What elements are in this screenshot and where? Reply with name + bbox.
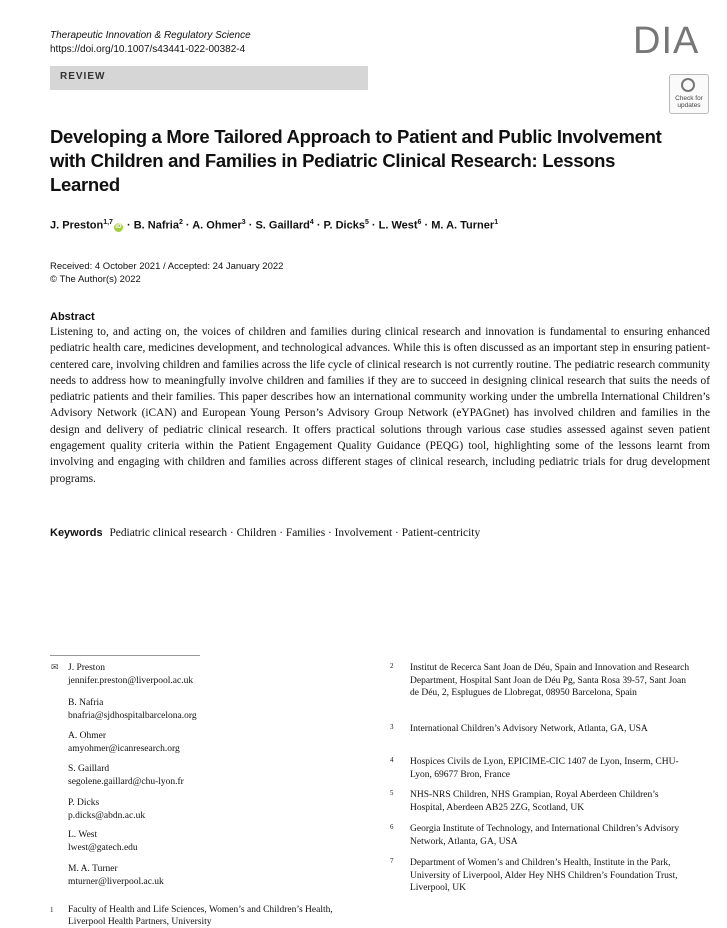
- author-affiliation: 2: [178, 219, 183, 226]
- corr-name: M. A. Turner: [68, 864, 118, 874]
- check-for-updates-label: Check for updates: [675, 95, 703, 109]
- affiliation-text: Hospices Civils de Lyon, EPICIME-CIC 1407 de Lyon, Inserm, CHU-Lyon, 69677 Bron, France: [410, 757, 679, 780]
- corr-email[interactable]: p.dicks@abdn.ac.uk: [68, 811, 146, 821]
- corr-email[interactable]: jennifer.preston@liverpool.ac.uk: [68, 676, 194, 686]
- affiliation-number: 2: [390, 662, 394, 670]
- affiliation-number: 4: [390, 756, 394, 764]
- author-name[interactable]: A. Ohmer: [192, 219, 242, 232]
- affiliation-text: NHS-NRS Children, NHS Grampian, Royal Aberdeen Children’s Hospital, Aberdeen AB25 2ZG, Scotland, UK: [410, 790, 659, 813]
- affiliation-3: [390, 723, 690, 736]
- affiliation-1: [50, 904, 333, 927]
- keywords-list: Pediatric clinical research · Children · Families · Involvement · Patient-centricity: [109, 527, 481, 539]
- affiliation-4: [390, 756, 690, 781]
- article-title: Developing a More Tailored Approach to Patient and Public Involvement with Children and Families in Pediatric Clinical Research: Lessons Learned: [50, 126, 662, 195]
- abstract-text: Listening to, and acting on, the voices of children and families during clinical research and innovation is fundamental to ensuring enhanced pediatric health care, medicines development, and technological advances. While this is often discussed as an important step in ensuring patient-centered care, involving children and families across the life cycle of clinical research is not currently routine. The pediatric research community needs to address how to meaningfully involve children and families if they are to succeed in designing clinical research that suits the needs of pediatric patients and their families. This paper describes how an international community working under the umbrella International Children’s Advisory Network (iCAN) and European Young Person’s Advisory Group Network (eYPAGnet) has involved children and families in the design and delivery of pediatric clinical research. It offers practical solutions through various case studies assessed against seven patient engagement quality criteria within the Patient Engagement Quality Guidance (PEQG) tool, highlighting some of the lessons learnt from involving and engaging with children and families across different stages of clinical research, including pediatric trials for drug development programs.: [50, 326, 710, 485]
- orcid-icon[interactable]: iD: [115, 223, 122, 230]
- author-name[interactable]: B. Nafria: [133, 219, 179, 232]
- affiliation-text: Institut de Recerca Sant Joan de Déu, Spain and Innovation and Research Department, Hospital Sant Joan de Déu Pg, Santa Rosa 39-57, Sant Joan de Déu, 2, Esplugues de Llobregat, 08950 Barcelona, Spain: [410, 663, 690, 698]
- author-affiliation: 3: [241, 219, 246, 226]
- dia-logo: DIA: [633, 20, 700, 62]
- author-name[interactable]: L. West: [378, 219, 418, 232]
- affiliation-text: Georgia Institute of Technology, and International Children’s Advisory Network, Atlanta, GA, USA: [410, 824, 680, 847]
- envelope-icon: ✉: [51, 662, 59, 672]
- copyright: © The Author(s) 2022: [50, 274, 141, 285]
- corr-email[interactable]: lwest@gatech.edu: [68, 843, 138, 853]
- author-affiliation: 1,7: [103, 219, 113, 226]
- affiliation-5: [390, 789, 690, 814]
- corr-email[interactable]: segolene.gaillard@chu-lyon.fr: [68, 777, 184, 787]
- affiliation-text: International Children’s Advisory Network, Atlanta, GA, USA: [410, 724, 648, 734]
- affiliation-6: [390, 823, 690, 848]
- affiliation-2: [390, 662, 690, 700]
- author-affiliation: 4: [309, 219, 314, 226]
- doi-link[interactable]: https://doi.org/10.1007/s43441-022-00382-4: [50, 44, 246, 55]
- corr-name: J. Preston: [68, 663, 105, 673]
- keywords-label: Keywords: [50, 527, 103, 539]
- received-dates: Received: 4 October 2021 / Accepted: 24 January 2022: [50, 261, 284, 272]
- corr-name: S. Gaillard: [68, 764, 110, 774]
- affiliation-7: [390, 857, 690, 895]
- affiliation-number: 5: [390, 789, 394, 797]
- abstract-heading: Abstract: [50, 311, 95, 323]
- bookmark-icon: [681, 78, 695, 92]
- affiliation-text: Faculty of Health and Life Sciences, Women’s and Children’s Health, Liverpool Health Partners, University: [68, 905, 333, 927]
- author-affiliation: 6: [417, 219, 422, 226]
- author-affiliation: 1: [494, 219, 499, 226]
- corr-name: P. Dicks: [68, 798, 100, 808]
- corr-email[interactable]: mturner@liverpool.ac.uk: [68, 877, 164, 887]
- footnote-rule: [50, 655, 200, 656]
- author-list: J. Preston$^{1,7}$iD · B. Nafria$^2$ · A. Ohmer$^3$ · S. Gaillard$^4$ · P. Dicks$^5$ · L. West$^6$ · M. A. Turner$^1$: [50, 219, 499, 232]
- affiliation-number: 1: [50, 906, 54, 914]
- author-name[interactable]: S. Gaillard: [255, 219, 310, 232]
- corr-name: A. Ohmer: [68, 731, 106, 741]
- affiliation-number: 3: [390, 723, 394, 731]
- author-affiliation: 5: [364, 219, 369, 226]
- journal-name: Therapeutic Innovation & Regulatory Science: [50, 30, 251, 41]
- author-name[interactable]: P. Dicks: [323, 219, 365, 232]
- author-name[interactable]: J. Preston: [50, 219, 104, 232]
- corr-email[interactable]: bnafria@sjdhospitalbarcelona.org: [68, 711, 197, 721]
- author-name[interactable]: M. A. Turner: [431, 219, 495, 232]
- keywords: [50, 527, 480, 539]
- affiliation-number: 6: [390, 823, 394, 831]
- section-label: REVIEW: [60, 71, 106, 82]
- corr-name: L. West: [68, 830, 98, 840]
- corr-name: B. Nafria: [68, 698, 104, 708]
- corr-email[interactable]: amyohmer@icanresearch.org: [68, 744, 180, 754]
- check-for-updates-button[interactable]: [669, 74, 709, 114]
- affiliation-number: 7: [390, 857, 394, 865]
- affiliation-text: Department of Women’s and Children’s Health, Institute in the Park, University of Liverpool, Alder Hey NHS Children’s Foundation Trust, Liverpool, UK: [410, 858, 678, 893]
